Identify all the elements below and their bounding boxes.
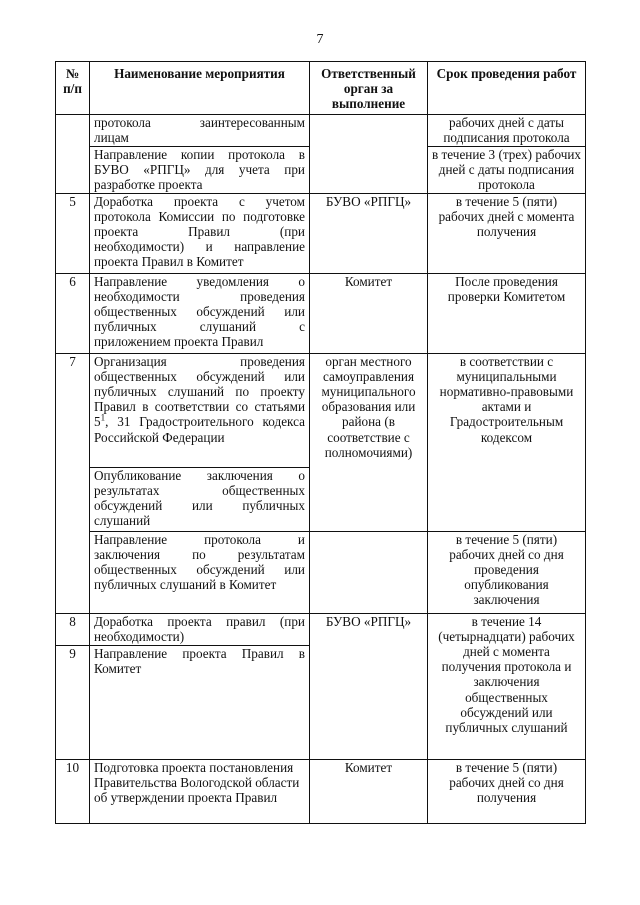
table-row (56, 353, 586, 467)
table-row (56, 531, 586, 613)
header-name: Наименование мероприятия (90, 62, 310, 115)
row-responsible: БУВО «РПГЦ» (310, 193, 428, 273)
table-row (56, 613, 586, 645)
row-responsible: Комитет (310, 759, 428, 823)
row-deadline: в течение 14 (четырнадцати) рабочих дней с момента получения протокола и заключения общественных обсуждений или публичных слушаний (428, 613, 586, 759)
row-name (90, 353, 310, 467)
row-num-cell (56, 114, 90, 193)
row-responsible: Комитет (310, 273, 428, 353)
table-row (56, 114, 586, 146)
row-deadline: в течение 5 (пяти) рабочих дней со дня проведения опубликования заключения (428, 531, 586, 613)
row-name: Направление уведомления о необходимости проведения общественных обсуждений или публичных слушаний с приложением проекта Правил (90, 273, 310, 353)
row-name: Подготовка проекта постановления Правительства Вологодской области об утверждении проекта Правил (90, 759, 310, 823)
row-num: 8 (56, 613, 90, 645)
row-deadline: рабочих дней с даты подписания протокола (428, 114, 586, 146)
row-name: Доработка проекта с учетом протокола Комиссии по подготовке проекта Правил (при необходимости) и направление проекта Правил в Комитет (90, 193, 310, 273)
name-text: протокола (94, 114, 151, 130)
row-num: 6 (56, 273, 90, 353)
name-text: Градостроительного кодекса Российской Федерации (94, 414, 305, 445)
row-deadline: в соответствии с муниципальными нормативно-правовыми актами и Градостроительным кодексом (428, 353, 586, 531)
name-text: Организация проведения общественных обсуждений или публичных слушаний по проекту Правил в соответствии со статьями 5 (94, 353, 305, 430)
page-number: 7 (316, 32, 324, 47)
row-num: 10 (56, 759, 90, 823)
row-name: Направление проекта Правил в Комитет (90, 645, 310, 759)
name-text: , 31 (105, 414, 131, 430)
header-num: № п/п (56, 62, 90, 115)
table-row (56, 273, 586, 353)
header-deadline: Срок проведения работ (428, 62, 586, 115)
row-name (90, 114, 310, 146)
row-responsible: орган местного самоуправления муниципального образования или района (в соответствие с полномочиями) (310, 353, 428, 531)
row-deadline: в течение 5 (пяти) рабочих дней с момента получения (428, 193, 586, 273)
row-num: 5 (56, 193, 90, 273)
row-name: Направление копии протокола в БУВО «РПГЦ» для учета при разработке проекта (90, 146, 310, 193)
row-responsible (310, 531, 428, 613)
table-header-row (56, 62, 586, 115)
row-num: 9 (56, 645, 90, 759)
row-name: Опубликование заключения о результатах общественных обсуждений или публичных слушаний (90, 467, 310, 531)
name-text: лицам (94, 129, 129, 145)
table-row (56, 759, 586, 823)
row-responsible: БУВО «РПГЦ» (310, 613, 428, 759)
row-deadline: в течение 3 (трех) рабочих дней с даты подписания протокола (428, 146, 586, 193)
superscript: 1 (100, 413, 106, 424)
row-responsible (310, 114, 428, 193)
row-deadline: в течение 5 (пяти) рабочих дней со дня получения (428, 759, 586, 823)
row-num: 7 (56, 353, 90, 613)
row-name: Направление протокола и заключения по результатам общественных обсуждений или публичных слушаний в Комитет (90, 531, 310, 613)
table-row (56, 193, 586, 273)
name-text: заинтересованным (199, 114, 305, 130)
row-name: Доработка проекта правил (при необходимости) (90, 613, 310, 645)
row-deadline: После проведения проверки Комитетом (428, 273, 586, 353)
header-responsible: Ответственный орган за выполнение (310, 62, 428, 115)
schedule-table (55, 61, 586, 824)
